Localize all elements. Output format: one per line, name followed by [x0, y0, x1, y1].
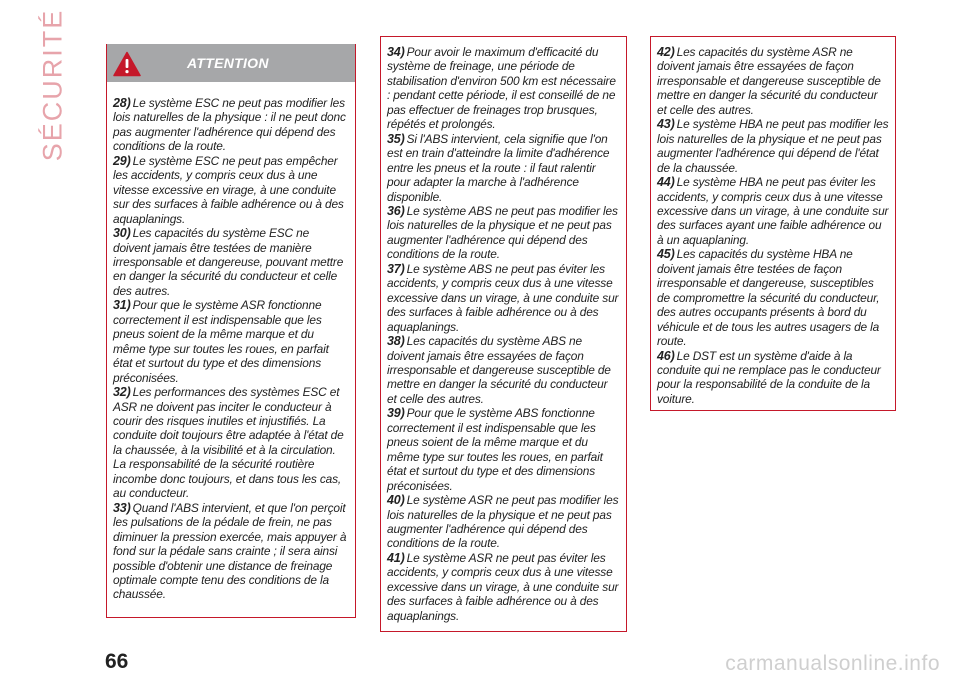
note-text: Les performances des systèmes ESC et ASR ne doivent pas inciter le conducteur à courir des risques inutiles et injustifiés. La conduite doit toujours être adaptée à l'état de la chaussée, à la visibilité et à la circulation. La responsabilité de la sécurité routière incombe donc toujours, et dans tous les cas, au conducteur.: [113, 385, 344, 501]
warning-note: [387, 551, 620, 623]
notes-list-3: [651, 37, 895, 406]
warning-note: [387, 334, 620, 406]
note-text: Le DST est un système d'aide à la conduite qui ne remplace pas le conducteur pour la responsabilité de la conduite de la voiture.: [657, 348, 881, 406]
warning-note: [113, 226, 349, 298]
note-number: 28): [113, 96, 131, 110]
warning-note: [387, 132, 620, 204]
note-text: Le système ABS ne peut pas modifier les lois naturelles de la physique et ne peut pas augmenter l'adhérence qui dépend des conditions de la route.: [387, 203, 618, 262]
note-text: Pour avoir le maximum d'efficacité du système de freinage, une période de stabilisation d'environ 500 km est nécessaire : pendant cette période, il est conseillé de ne pas effectuer de freinages trop brusques, répétés et prolongés.: [387, 45, 616, 132]
note-text: Si l'ABS intervient, cela signifie que l'on est en train d'atteindre la limite d'adhérence entre les pneus et la route : il faut ralentir pour adapter la marche à l'adhérence disponible.: [387, 131, 610, 204]
attention-column-2: [380, 36, 627, 632]
note-text: Le système ABS ne peut pas éviter les accidents, y compris ceux dus à une vitesse excessive dans un virage, à une conduite sur des surfaces à faible adhérence ou à des aquaplanings.: [387, 261, 619, 334]
note-number: 38): [387, 334, 405, 349]
note-text: Le système HBA ne peut pas modifier les lois naturelles de la physique et ne peut pas augmenter l'adhérence qui dépend de l'état de la chaussée.: [657, 117, 889, 175]
note-number: 46): [657, 348, 675, 363]
note-number: 41): [387, 550, 405, 565]
warning-note: [387, 406, 620, 493]
watermark: carmanualsonline.info: [725, 652, 940, 675]
note-number: 37): [387, 261, 405, 276]
note-text: Le système ESC ne peut pas empêcher les accidents, y compris ceux dus à une vitesse excessive en virage, à une conduite sur des surfaces à faible adhérence ou à des aquaplanings.: [113, 153, 344, 226]
note-number: 33): [113, 500, 131, 515]
note-number: 36): [387, 203, 405, 218]
notes-list-2: [381, 37, 626, 623]
warning-note: [113, 154, 349, 226]
note-number: 34): [387, 45, 405, 59]
note-number: 39): [387, 406, 405, 421]
section-title-text: SÉCURITÉ: [37, 8, 68, 162]
note-text: Le système HBA ne peut pas éviter les accidents, y compris ceux dus à une vitesse excessive dans un virage, à une conduite sur des surfaces ayant une faible adhérence ou à un aquaplaning.: [657, 175, 889, 247]
note-number: 31): [113, 298, 131, 313]
warning-note: [387, 493, 620, 551]
warning-note: [387, 204, 620, 262]
warning-note: [387, 45, 620, 132]
attention-column-1: [106, 44, 356, 618]
note-text: Les capacités du système ASR ne doivent jamais être essayées de façon irresponsable et dangereuse susceptible de mettre en danger la sécurité du conducteur et celle des autres.: [657, 45, 881, 117]
note-number: 43): [657, 117, 675, 132]
attention-header: [107, 44, 355, 82]
note-text: Les capacités du système ESC ne doivent jamais être testées de manière irresponsable et dangereuse, pouvant mettre en danger la sécurité du conducteur et celle des autres.: [113, 226, 344, 298]
note-text: Le système ESC ne peut pas modifier les lois naturelles de la physique : il ne peut donc pas augmenter l'adhérence qui dépend des conditions de la route.: [113, 96, 346, 154]
note-number: 45): [657, 247, 675, 262]
page-number: 66: [105, 650, 129, 673]
attention-column-3: [650, 36, 896, 411]
note-number: 32): [113, 385, 131, 400]
note-text: Le système ASR ne peut pas modifier les lois naturelles de la physique et ne peut pas augmenter l'adhérence qui dépend des conditions de la route.: [387, 493, 619, 551]
note-text: Pour que le système ASR fonctionne correctement il est indispensable que les pneus soient de la même marque et du même type sur toutes les roues, en parfait état et surtout du type et des dimensions préconisées.: [113, 298, 329, 385]
warning-note: [113, 501, 349, 602]
note-number: 40): [387, 493, 405, 508]
warning-note: [657, 175, 889, 247]
notes-list-1: [107, 82, 355, 602]
warning-note: [657, 45, 889, 117]
note-number: 42): [657, 45, 675, 59]
note-text: Quand l'ABS intervient, et que l'on perçoit les pulsations de la pédale de frein, ne pas diminuer la pression exercée, mais appuyer à fond sur la pédale sans crainte ; il sera ainsi possible d'obtenir une distance de freinage optimale compte tenu des conditions de la chaussée.: [113, 500, 347, 602]
note-text: Le système ASR ne peut pas éviter les accidents, y compris ceux dus à une vitesse excessive dans un virage, à une conduite sur des surfaces à faible adhérence ou à des aquaplanings.: [387, 550, 619, 623]
warning-note: [387, 262, 620, 334]
warning-note: [113, 385, 349, 501]
warning-note: [113, 96, 349, 154]
warning-note: [113, 298, 349, 385]
note-text: Pour que le système ABS fonctionne correctement il est indispensable que les pneus soient de la même marque et du même type sur toutes les roues, en parfait état et surtout du type et des dimensions préconisées.: [387, 406, 603, 493]
warning-note: [657, 247, 889, 348]
attention-title: ATTENTION: [187, 55, 269, 71]
warning-note: [657, 117, 889, 175]
note-text: Les capacités du système ABS ne doivent jamais être essayées de façon irresponsable et dangereuse susceptible de mettre en danger la sécurité du conducteur et celle des autres.: [387, 334, 611, 406]
note-text: Les capacités du système HBA ne doivent jamais être testées de façon irresponsable et dangereuse, susceptibles de compromettre la sécurité du conducteur, des autres occupants présents à bord du véhicule et de tous les autres usagers de la route.: [657, 247, 880, 349]
note-number: 30): [113, 226, 131, 241]
note-number: 35): [387, 131, 405, 146]
note-number: 44): [657, 175, 675, 190]
warning-icon: [113, 51, 141, 77]
warning-note: [657, 349, 889, 407]
note-number: 29): [113, 153, 131, 168]
section-title: [14, 8, 92, 162]
